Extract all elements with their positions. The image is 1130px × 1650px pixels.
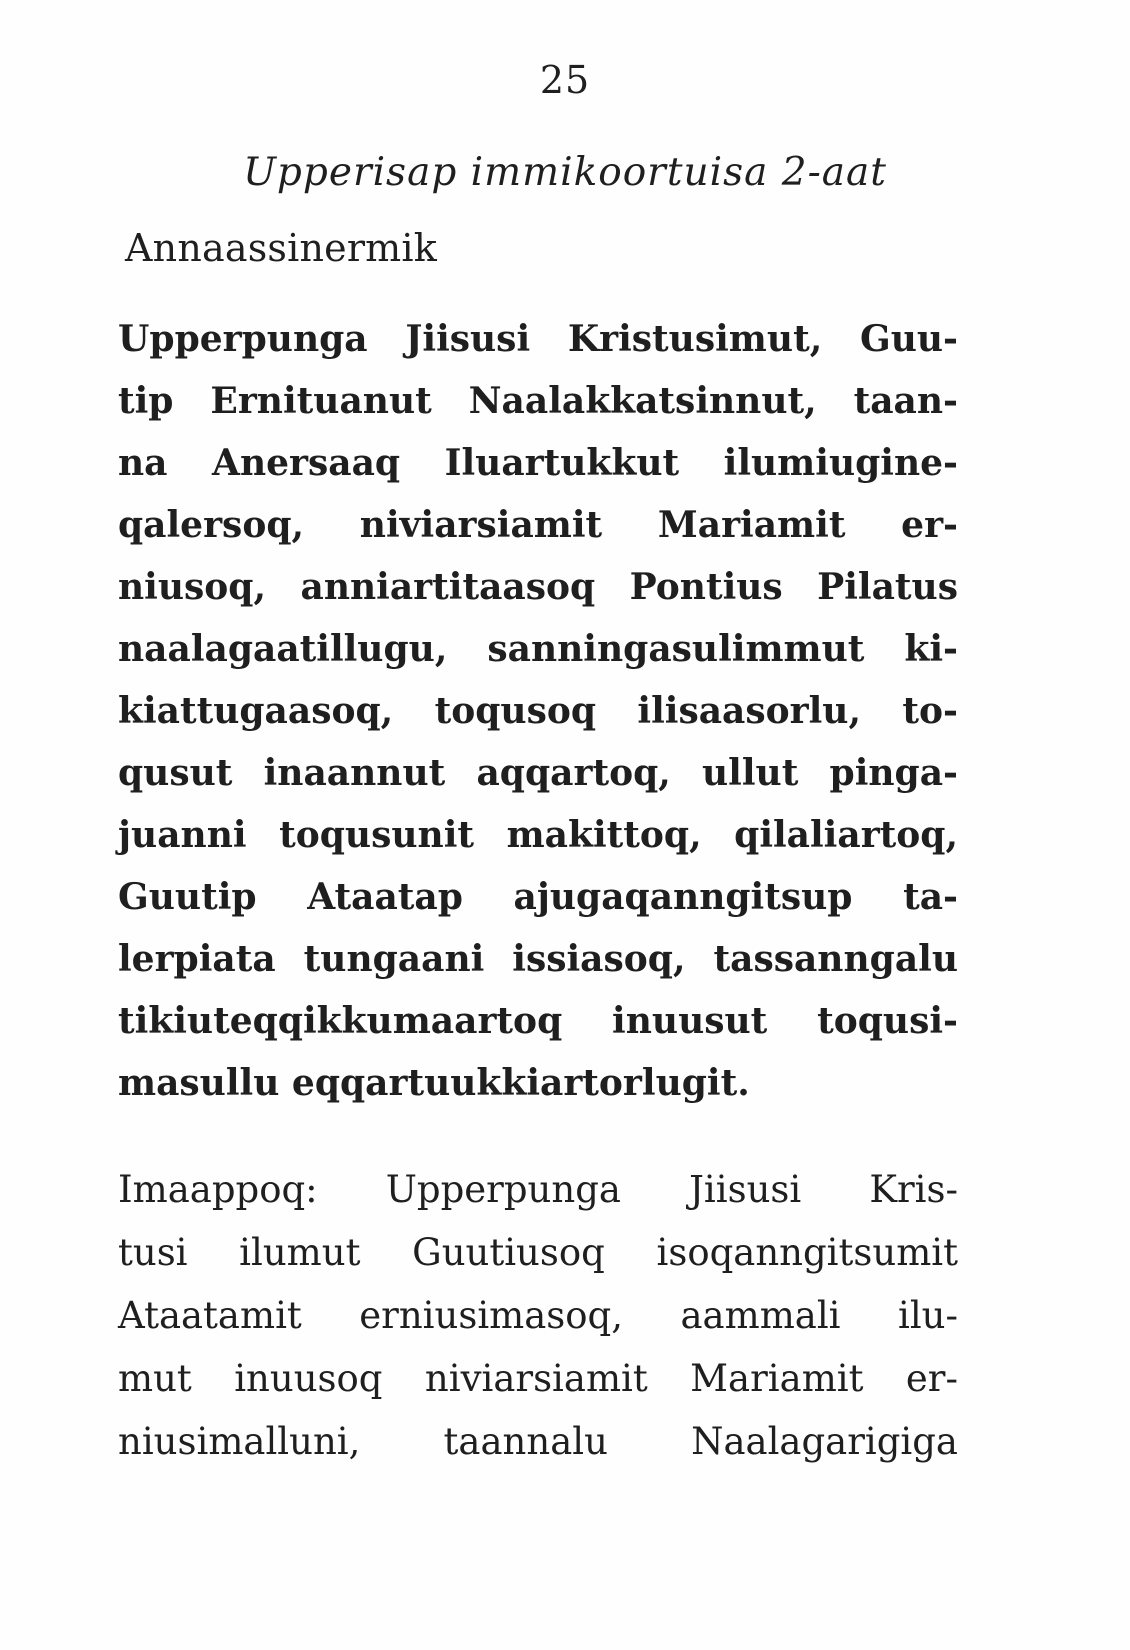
page-number: 25	[539, 58, 591, 102]
text-line: Guutip Ataatap ajugaqanngitsup ta-	[118, 876, 958, 918]
text-line: qusut inaannut aqqartoq, ullut pinga-	[118, 752, 958, 794]
text-line: Upperpunga Jiisusi Kristusimut, Guu-	[118, 318, 958, 360]
text-line: juanni toqusunit makittoq, qilaliartoq,	[118, 814, 958, 856]
text-line: lerpiata tungaani issiasoq, tassanngalu	[118, 938, 958, 980]
text-line: kiattugaasoq, toqusoq ilisaasorlu, to-	[118, 690, 958, 732]
subheading: Annaassinermik	[125, 226, 437, 270]
text-line: niusoq, anniartitaasoq Pontius Pilatus	[118, 566, 958, 608]
text-line: tusi ilumut Guutiusoq isoqanngitsumit	[118, 1231, 958, 1274]
creed-paragraph-bold	[118, 308, 958, 1114]
text-line: Imaappoq: Upperpunga Jiisusi Kris-	[118, 1168, 958, 1211]
text-line: tip Ernituanut Naalakkatsinnut, taan-	[118, 380, 958, 422]
explanation-paragraph	[118, 1158, 958, 1473]
text-line: naalagaatillugu, sanningasulimmut ki-	[118, 628, 958, 670]
text-line: mut inuusoq niviarsiamit Mariamit er-	[118, 1357, 958, 1400]
text-line: masullu eqqartuukkiartorlugit.	[118, 1062, 750, 1104]
text-line: Ataatamit erniusimasoq, aammali ilu-	[118, 1294, 958, 1337]
text-line: tikiuteqqikkumaartoq inuusut toqusi-	[118, 1000, 958, 1042]
text-line: qalersoq, niviarsiamit Mariamit er-	[118, 504, 958, 546]
section-title: Upperisap immikoortuisa 2-aat	[243, 150, 887, 195]
text-line: na Anersaaq Iluartukkut ilumiugine-	[118, 442, 958, 484]
text-line: niusimalluni, taannalu Naalagarigiga	[118, 1420, 958, 1463]
